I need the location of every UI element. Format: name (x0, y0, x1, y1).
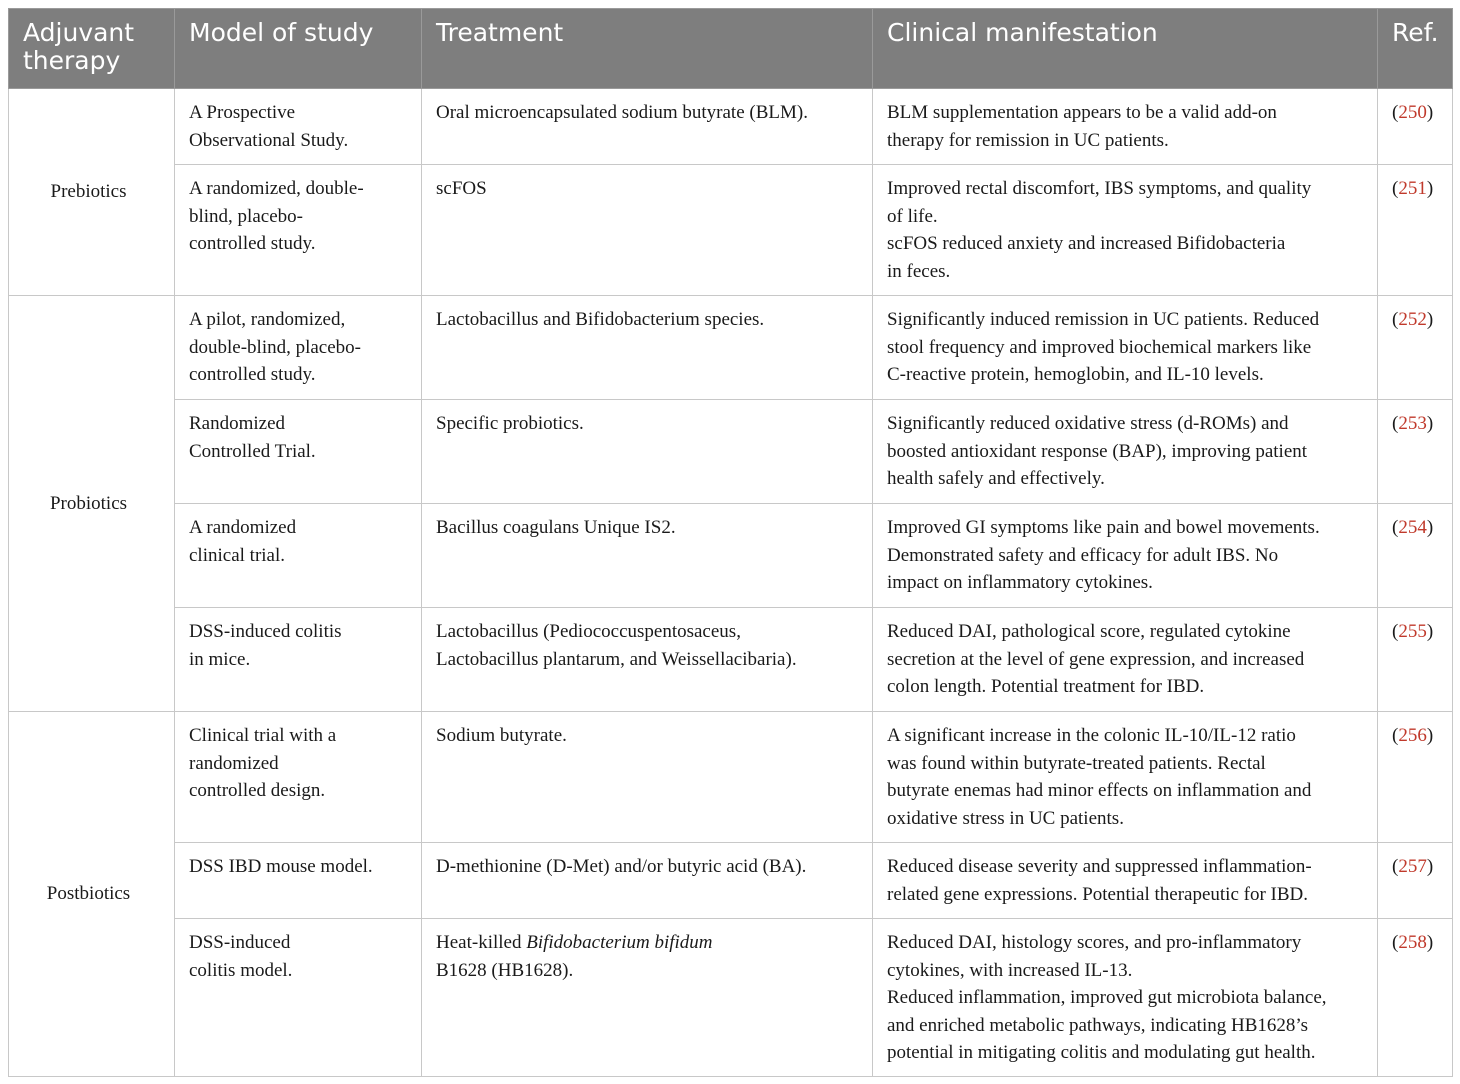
treatment-cell: Heat-killed Bifidobacterium bifidum B1628 (HB1628). (422, 919, 873, 1077)
manifestation-cell: Reduced DAI, histology scores, and pro-inflammatory cytokines, with increased IL-13. Reduced inflammation, improved gut microbiota balance, and enriched metabolic pathways, indicating HB1628’s potential in mitigating colitis and modulating gut health. (873, 919, 1378, 1077)
treatment-cell: Sodium butyrate. (422, 712, 873, 843)
model-cell: DSS-induced colitis in mice. (175, 608, 422, 712)
manifestation-cell: Significantly induced remission in UC patients. Reduced stool frequency and improved biochemical markers like C-reactive protein, hemoglobin, and IL-10 levels. (873, 296, 1378, 400)
treatment-cell: Lactobacillus and Bifidobacterium species. (422, 296, 873, 400)
table-row (9, 400, 1453, 504)
manifestation-cell: Significantly reduced oxidative stress (d-ROMs) and boosted antioxidant response (BAP), improving patient health safely and effectively. (873, 400, 1378, 504)
ref-cell: (255) (1378, 608, 1453, 712)
header-treatment: Treatment (422, 9, 873, 89)
ref-cell: (252) (1378, 296, 1453, 400)
manifestation-cell: A significant increase in the colonic IL-10/IL-12 ratio was found within butyrate-treated patients. Rectal butyrate enemas had minor effects on inflammation and oxidative stress in UC patients. (873, 712, 1378, 843)
ref-link[interactable]: 255 (1398, 621, 1427, 642)
manifestation-cell: Improved GI symptoms like pain and bowel movements. Demonstrated safety and efficacy for adult IBS. No impact on inflammatory cytokines. (873, 504, 1378, 608)
ref-link[interactable]: 250 (1398, 102, 1427, 123)
model-cell: Clinical trial with a randomized controlled design. (175, 712, 422, 843)
table-row (9, 843, 1453, 919)
table-row (9, 608, 1453, 712)
treatment-cell: Specific probiotics. (422, 400, 873, 504)
ref-cell: (256) (1378, 712, 1453, 843)
species-name-italic: Bifidobacterium bifidum (526, 932, 713, 953)
table-row (9, 504, 1453, 608)
ref-link[interactable]: 256 (1398, 725, 1427, 746)
table-header-row (9, 9, 1453, 89)
treatment-cell: Bacillus coagulans Unique IS2. (422, 504, 873, 608)
model-cell: Randomized Controlled Trial. (175, 400, 422, 504)
ref-link[interactable]: 258 (1398, 932, 1427, 953)
table-row (9, 165, 1453, 296)
ref-link[interactable]: 254 (1398, 517, 1427, 538)
header-model-of-study: Model of study (175, 9, 422, 89)
treatment-cell: scFOS (422, 165, 873, 296)
group-probiotics: Probiotics (9, 296, 175, 712)
ref-link[interactable]: 252 (1398, 309, 1427, 330)
table-row (9, 712, 1453, 843)
model-cell: A randomized clinical trial. (175, 504, 422, 608)
ref-link[interactable]: 253 (1398, 413, 1427, 434)
manifestation-cell: BLM supplementation appears to be a valid add-on therapy for remission in UC patients. (873, 89, 1378, 165)
header-adjuvant-therapy (9, 9, 175, 89)
model-cell: A Prospective Observational Study. (175, 89, 422, 165)
manifestation-cell: Reduced DAI, pathological score, regulated cytokine secretion at the level of gene expression, and increased colon length. Potential treatment for IBD. (873, 608, 1378, 712)
table-row (9, 89, 1453, 165)
model-cell: A randomized, double- blind, placebo- controlled study. (175, 165, 422, 296)
header-adjuvant-line2: therapy (23, 46, 121, 75)
ref-cell: (253) (1378, 400, 1453, 504)
header-adjuvant-line1: Adjuvant (23, 18, 135, 47)
treatment-cell: D-methionine (D-Met) and/or butyric acid (BA). (422, 843, 873, 919)
manifestation-cell: Improved rectal discomfort, IBS symptoms, and quality of life. scFOS reduced anxiety and increased Bifidobacteria in feces. (873, 165, 1378, 296)
header-ref: Ref. (1378, 9, 1453, 89)
ref-cell: (254) (1378, 504, 1453, 608)
ref-cell: (257) (1378, 843, 1453, 919)
ref-link[interactable]: 251 (1398, 178, 1427, 199)
adjuvant-therapy-table (8, 8, 1453, 1077)
header-clinical-manifestation: Clinical manifestation (873, 9, 1378, 89)
manifestation-cell: Reduced disease severity and suppressed inflammation- related gene expressions. Potential therapeutic for IBD. (873, 843, 1378, 919)
ref-cell: (258) (1378, 919, 1453, 1077)
table-row (9, 296, 1453, 400)
treatment-cell: Lactobacillus (Pediococcuspentosaceus, Lactobacillus plantarum, and Weissellacibaria). (422, 608, 873, 712)
table-row (9, 919, 1453, 1077)
model-cell: DSS-induced colitis model. (175, 919, 422, 1077)
group-prebiotics: Prebiotics (9, 89, 175, 296)
ref-cell: (250) (1378, 89, 1453, 165)
model-cell: A pilot, randomized, double-blind, placebo- controlled study. (175, 296, 422, 400)
model-cell: DSS IBD mouse model. (175, 843, 422, 919)
treatment-cell: Oral microencapsulated sodium butyrate (BLM). (422, 89, 873, 165)
ref-cell: (251) (1378, 165, 1453, 296)
group-postbiotics: Postbiotics (9, 712, 175, 1077)
ref-link[interactable]: 257 (1398, 856, 1427, 877)
